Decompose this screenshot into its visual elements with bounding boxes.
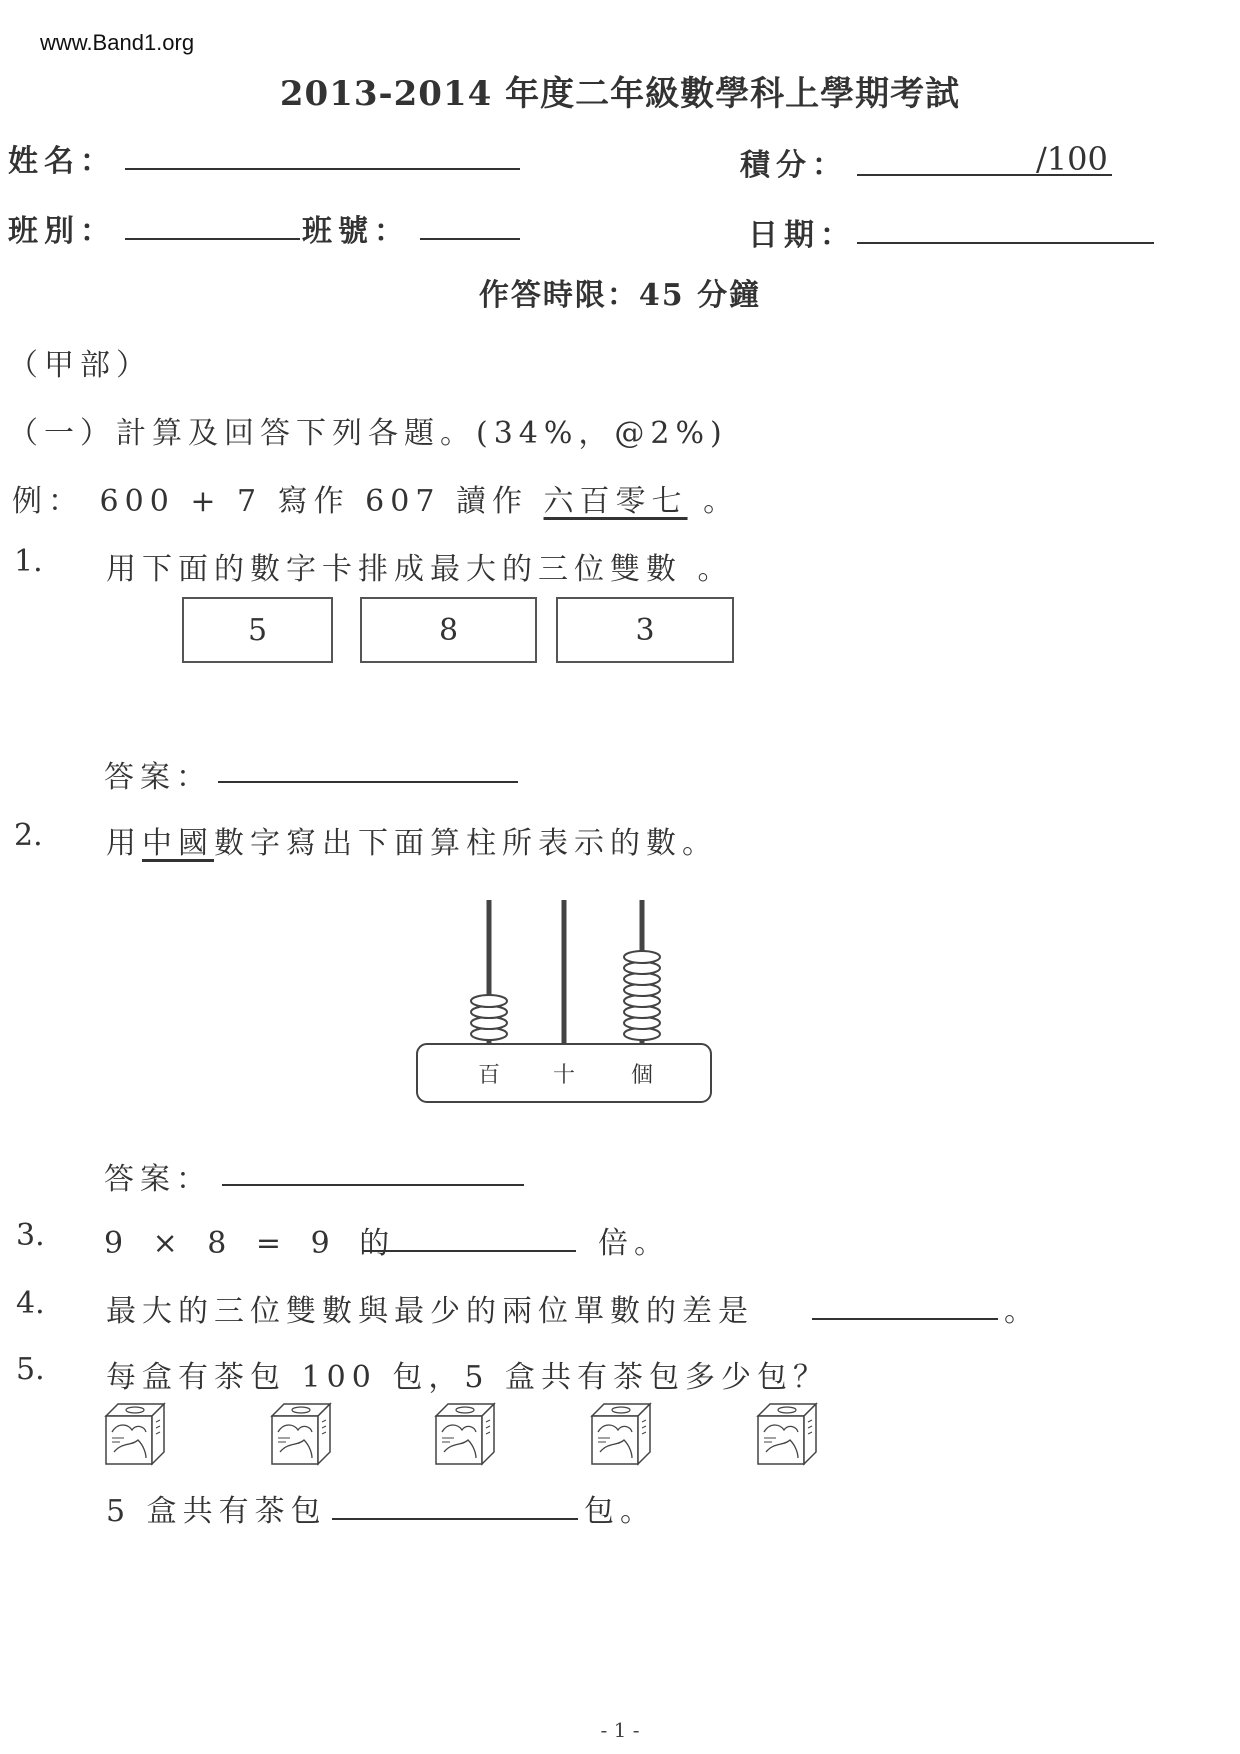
class-label: 班別： <box>8 214 116 249</box>
abacus-bead <box>471 995 507 1007</box>
name-field[interactable] <box>125 168 520 170</box>
q2-number: 2. <box>14 818 43 853</box>
abacus-label-hundreds: 百 <box>477 1063 501 1088</box>
score-total: /100 <box>1036 140 1108 178</box>
q3-text: 9 × 8 = 9 的 <box>104 1226 396 1261</box>
class-number-field[interactable] <box>420 238 520 240</box>
q1-answer-label: 答案： <box>104 760 212 795</box>
example-prefix: 例： <box>12 484 84 519</box>
abacus-illustration <box>412 898 722 1108</box>
abacus-label-tens: 十 <box>552 1063 576 1088</box>
example-row <box>12 476 739 520</box>
class-field[interactable] <box>125 238 300 240</box>
example-answer: 六百零七 <box>543 484 688 519</box>
date-field[interactable] <box>857 242 1154 244</box>
q1-text: 用下面的數字卡排成最大的三位雙數 。 <box>106 552 734 587</box>
website-watermark: www.Band1.org <box>40 30 195 55</box>
q2-text-part-a: 用 <box>106 826 142 861</box>
example-expression: 600 + 7 寫作 607 讀作 <box>99 484 528 519</box>
q5-answer-field[interactable] <box>332 1518 578 1520</box>
q2-answer-field[interactable] <box>222 1184 524 1186</box>
date-label: 日期： <box>748 218 856 253</box>
abacus-bead <box>624 951 660 963</box>
q3-number: 3. <box>16 1218 45 1253</box>
digit-card: 3 <box>556 597 734 663</box>
time-limit: 作答時限：45 分鐘 <box>478 278 762 313</box>
q3-answer-field[interactable] <box>362 1250 576 1252</box>
digit-card: 8 <box>360 597 537 663</box>
tea-box-icon <box>434 1402 496 1470</box>
tea-box-icon <box>270 1402 332 1470</box>
q4-suffix: 。 <box>1004 1294 1040 1329</box>
tea-box-icon <box>590 1402 652 1470</box>
exam-title: 2013-2014 年度二年級數學科上學期考試 <box>279 74 961 114</box>
q2-answer-label: 答案： <box>104 1162 212 1197</box>
q5-text: 每盒有茶包 100 包，5 盒共有茶包多少包？ <box>106 1360 829 1395</box>
q1-number: 1. <box>14 544 43 579</box>
abacus-label-ones: 個 <box>630 1063 654 1088</box>
digit-card: 5 <box>182 597 333 663</box>
q4-number: 4. <box>16 1286 45 1321</box>
q2-text-part-c: 數字寫出下面算柱所表示的數。 <box>214 826 718 861</box>
q4-answer-field[interactable] <box>812 1318 998 1320</box>
q5-answer-suffix: 包。 <box>584 1494 656 1529</box>
section-label: （甲部） <box>8 348 152 383</box>
q5-answer-prefix: 5 盒共有茶包 <box>106 1494 327 1529</box>
part1-heading: （一）計算及回答下列各題。(34%，@2%) <box>8 416 728 451</box>
class-number-label: 班號： <box>302 214 410 249</box>
page-number: - 1 - <box>600 1718 640 1742</box>
q2-text-part-b: 中國 <box>142 826 214 861</box>
example-suffix: 。 <box>703 484 740 519</box>
tea-box-icon <box>104 1402 166 1470</box>
q1-answer-field[interactable] <box>218 781 518 783</box>
q4-text: 最大的三位雙數與最少的兩位單數的差是 <box>106 1294 754 1329</box>
q5-number: 5. <box>16 1352 45 1387</box>
score-label: 積分： <box>740 148 848 183</box>
tea-box-icon <box>756 1402 818 1470</box>
tea-box-row <box>104 1402 844 1472</box>
q3-suffix: 倍。 <box>598 1226 670 1261</box>
name-label: 姓名： <box>8 144 116 179</box>
q2-text <box>106 818 718 862</box>
